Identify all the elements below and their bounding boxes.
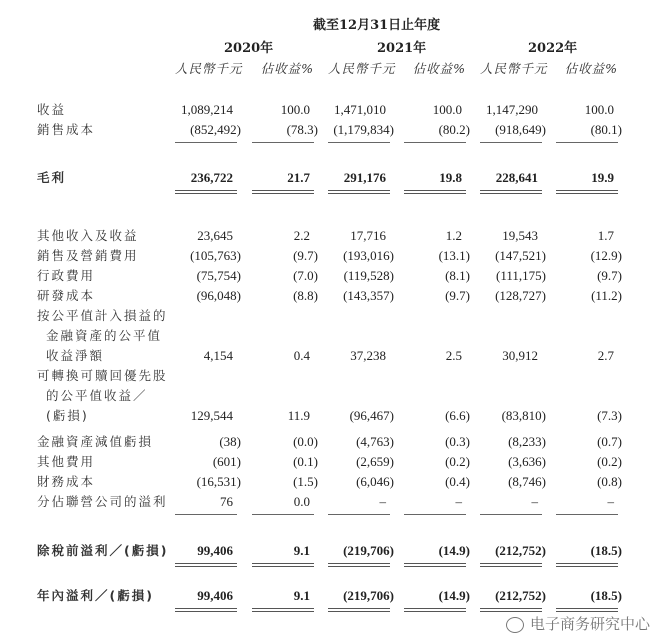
percent-cell: (80.1) [590,122,622,137]
percent-cell: (8.8) [293,288,318,303]
underline [252,142,314,143]
table-row [0,452,668,472]
percent-cell: 19.9 [591,170,614,185]
percent-cell: 0.0 [293,494,310,509]
amount-cell: 291,176 [343,170,386,185]
amount-cell: – [379,494,386,509]
amount-cell: 1,147,290 [486,102,538,117]
double-underline [480,563,542,567]
percent-cell: – [607,494,614,509]
amount-cell: (83,810) [501,408,546,423]
row-label: 金融資產減值虧損 [37,434,154,449]
double-underline [252,190,314,194]
row-label: 財務成本 [37,474,96,489]
table-row [0,406,668,426]
underline [480,514,542,515]
year-2022: 2022年 [528,41,578,56]
row-label: 其他費用 [37,454,96,469]
amount-cell: (128,727) [495,288,546,303]
percent-cell: (18.5) [590,588,622,603]
amount-cell: (75,754) [196,268,241,283]
row-label: 收益 [37,102,67,117]
double-underline [404,563,466,567]
amount-cell: 23,645 [197,228,233,243]
percent-cell: 2.7 [597,348,614,363]
percent-cell: (0.2) [597,454,622,469]
amount-cell: 37,238 [350,348,386,363]
percent-cell: 21.7 [287,170,310,185]
amount-cell: (96,048) [196,288,241,303]
double-underline [556,608,618,612]
table-row [0,326,668,346]
unit-header: 人民幣千元 [480,61,548,76]
percent-cell: 2.5 [445,348,462,363]
table-row [0,366,668,386]
percent-cell: (0.1) [293,454,318,469]
percent-cell: 100.0 [432,102,462,117]
double-underline [252,563,314,567]
row-label: 研發成本 [37,288,96,303]
percent-cell: (7.3) [597,408,622,423]
amount-cell: (119,528) [343,268,394,283]
amount-cell: (38) [219,434,241,449]
percent-cell: – [455,494,462,509]
table-row [0,541,668,561]
amount-cell: (96,467) [349,408,394,423]
table-row [0,120,668,140]
percent-cell: (0.7) [597,434,622,449]
percent-cell: (12.9) [590,248,622,263]
double-underline [556,190,618,194]
double-underline [175,190,237,194]
amount-cell: 1,089,214 [181,102,233,117]
double-underline [175,608,237,612]
row-label: (虧損) [46,408,89,423]
percent-cell: (13.1) [438,248,470,263]
amount-cell: (1,179,834) [333,122,394,137]
underline [175,514,237,515]
underline [404,514,466,515]
amount-cell: 17,716 [350,228,386,243]
double-underline [175,563,237,567]
double-underline [252,608,314,612]
double-underline [328,190,390,194]
amount-cell: 76 [220,494,233,509]
percent-cell: (80.2) [438,122,470,137]
percent-cell: 9.1 [293,588,310,603]
year-2020: 2020年 [224,41,274,56]
amount-cell: 228,641 [495,170,538,185]
unit-header: 佔收益% [564,61,618,76]
underline [252,514,314,515]
percent-cell: (7.0) [293,268,318,283]
double-underline [556,563,618,567]
amount-cell: 1,471,010 [334,102,386,117]
watermark [506,615,650,633]
amount-cell: (212,752) [495,588,546,603]
table-row [0,386,668,406]
amount-cell: (219,706) [343,543,394,558]
percent-cell: (1.5) [293,474,318,489]
percent-cell: (6.6) [445,408,470,423]
amount-cell: (16,531) [196,474,241,489]
amount-cell: (2,659) [356,454,394,469]
amount-cell: (147,521) [495,248,546,263]
row-label: 按公平值計入損益的 [37,308,168,323]
row-label: 其他收入及收益 [37,228,139,243]
table-row [0,586,668,606]
amount-cell: (212,752) [495,543,546,558]
percent-cell: (9.7) [597,268,622,283]
percent-cell: (18.5) [590,543,622,558]
unit-header: 人民幣千元 [175,61,243,76]
amount-cell: (219,706) [343,588,394,603]
table-row [0,472,668,492]
amount-cell: (918,649) [495,122,546,137]
percent-cell: 1.2 [445,228,462,243]
amount-cell: 99,406 [197,588,233,603]
row-label: 銷售及營銷費用 [37,248,139,263]
row-label: 的公平值收益／ [46,388,148,403]
table-row [0,306,668,326]
percent-cell: (78.3) [286,122,318,137]
amount-cell: 236,722 [190,170,233,185]
percent-cell: (9.7) [293,248,318,263]
amount-cell: (601) [212,454,241,469]
percent-cell: 100.0 [584,102,614,117]
underline [404,142,466,143]
amount-cell: 4,154 [203,348,233,363]
double-underline [404,608,466,612]
row-label: 收益淨額 [46,348,105,363]
table-row [0,432,668,452]
percent-cell: 1.7 [597,228,614,243]
percent-cell: 9.1 [293,543,310,558]
table-row [0,100,668,120]
row-label: 行政費用 [37,268,96,283]
watermark-text: 电子商务研究中心 [529,615,650,633]
percent-cell: 19.8 [439,170,462,185]
row-label: 年內溢利／(虧損) [37,588,154,603]
amount-cell: 30,912 [502,348,538,363]
percent-cell: (0.2) [445,454,470,469]
percent-cell: 100.0 [280,102,310,117]
amount-cell: 99,406 [197,543,233,558]
row-label: 銷售成本 [37,122,96,137]
underline [480,142,542,143]
year-2021: 2021年 [377,41,427,56]
percent-cell: (8.1) [445,268,470,283]
row-label: 可轉換可贖回優先股 [37,368,168,383]
amount-cell: (8,233) [508,434,546,449]
amount-cell: (111,175) [496,268,546,283]
period-header: 截至12月31日止年度 [313,18,441,33]
amount-cell: – [531,494,538,509]
percent-cell: 2.2 [293,228,310,243]
percent-cell: (9.7) [445,288,470,303]
amount-cell: (105,763) [190,248,241,263]
underline [175,142,237,143]
amount-cell: (3,636) [508,454,546,469]
unit-header: 佔收益% [260,61,314,76]
amount-cell: (143,357) [343,288,394,303]
row-label: 分佔聯營公司的溢利 [37,494,168,509]
percent-cell: (0.8) [597,474,622,489]
table-row [0,266,668,286]
row-label: 毛利 [37,170,67,185]
percent-cell: (0.3) [445,434,470,449]
percent-cell: (0.4) [445,474,470,489]
percent-cell: (14.9) [438,543,470,558]
double-underline [404,190,466,194]
percent-cell: (14.9) [438,588,470,603]
double-underline [328,563,390,567]
percent-cell: (0.0) [293,434,318,449]
amount-cell: (8,746) [508,474,546,489]
table-row [0,286,668,306]
underline [328,514,390,515]
percent-cell: 11.9 [287,408,310,423]
amount-cell: (193,016) [343,248,394,263]
row-label: 除稅前溢利／(虧損) [37,543,169,558]
underline [328,142,390,143]
double-underline [480,190,542,194]
double-underline [480,608,542,612]
amount-cell: (852,492) [190,122,241,137]
table-row [0,246,668,266]
table-row [0,346,668,366]
row-label: 金融資產的公平值 [46,328,163,343]
amount-cell: 19,543 [502,228,538,243]
unit-header: 佔收益% [412,61,466,76]
amount-cell: (6,046) [356,474,394,489]
double-underline [328,608,390,612]
table-row [0,226,668,246]
amount-cell: (4,763) [356,434,394,449]
table-row [0,492,668,512]
percent-cell: 0.4 [293,348,310,363]
unit-header: 人民幣千元 [328,61,396,76]
amount-cell: 129,544 [190,408,233,423]
underline [556,514,618,515]
table-row [0,168,668,188]
percent-cell: (11.2) [591,288,622,303]
underline [556,142,618,143]
wechat-icon [506,617,524,633]
